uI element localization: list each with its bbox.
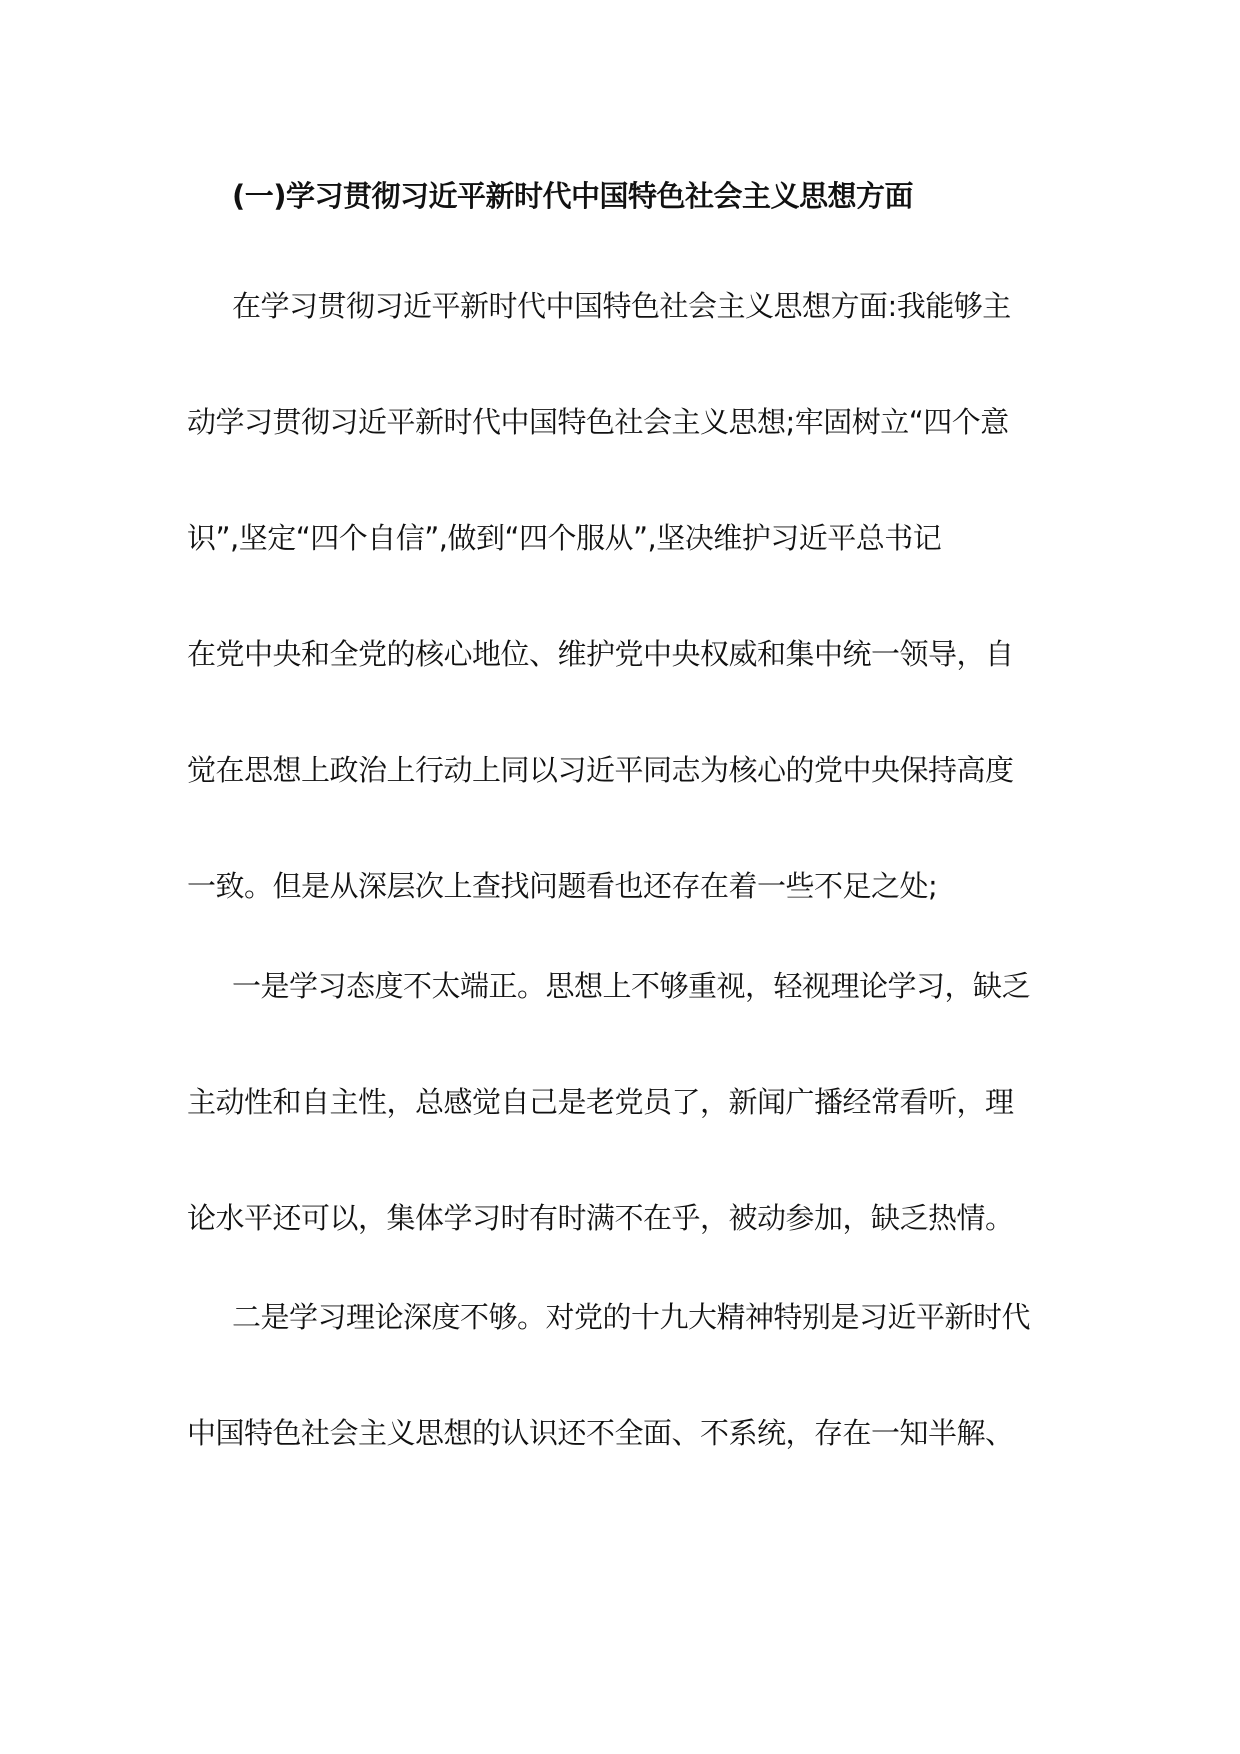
paragraph-line: 二是学习理论深度不够。对党的十九大精神特别是习近平新时代 bbox=[232, 1300, 1031, 1334]
paragraph-line: 动学习贯彻习近平新时代中国特色社会主义思想;牢固树立“四个意 bbox=[187, 405, 1009, 439]
paragraph-line: 论水平还可以，集体学习时有时满不在乎，被动参加，缺乏热情。 bbox=[187, 1201, 1014, 1235]
paragraph-line: 主动性和自主性，总感觉自己是老党员了，新闻广播经常看听，理 bbox=[187, 1085, 1014, 1119]
paragraph-line: 识”,坚定“四个自信”,做到“四个服从”,坚决维护习近平总书记 bbox=[187, 521, 942, 555]
paragraph-line: 一是学习态度不太端正。思想上不够重视，轻视理论学习，缺乏 bbox=[232, 969, 1031, 1003]
section-heading: (一)学习贯彻习近平新时代中国特色社会主义思想方面 bbox=[232, 179, 914, 213]
paragraph-line: 觉在思想上政治上行动上同以习近平同志为核心的党中央保持高度 bbox=[187, 753, 1014, 787]
paragraph-line: 在党中央和全党的核心地位、维护党中央权威和集中统一领导，自 bbox=[187, 637, 1014, 671]
paragraph-line: 一致。但是从深层次上查找问题看也还存在着一些不足之处; bbox=[187, 869, 938, 903]
paragraph-line: 在学习贯彻习近平新时代中国特色社会主义思想方面:我能够主 bbox=[232, 289, 1011, 323]
paragraph-line: 中国特色社会主义思想的认识还不全面、不系统，存在一知半解、 bbox=[187, 1416, 1014, 1450]
